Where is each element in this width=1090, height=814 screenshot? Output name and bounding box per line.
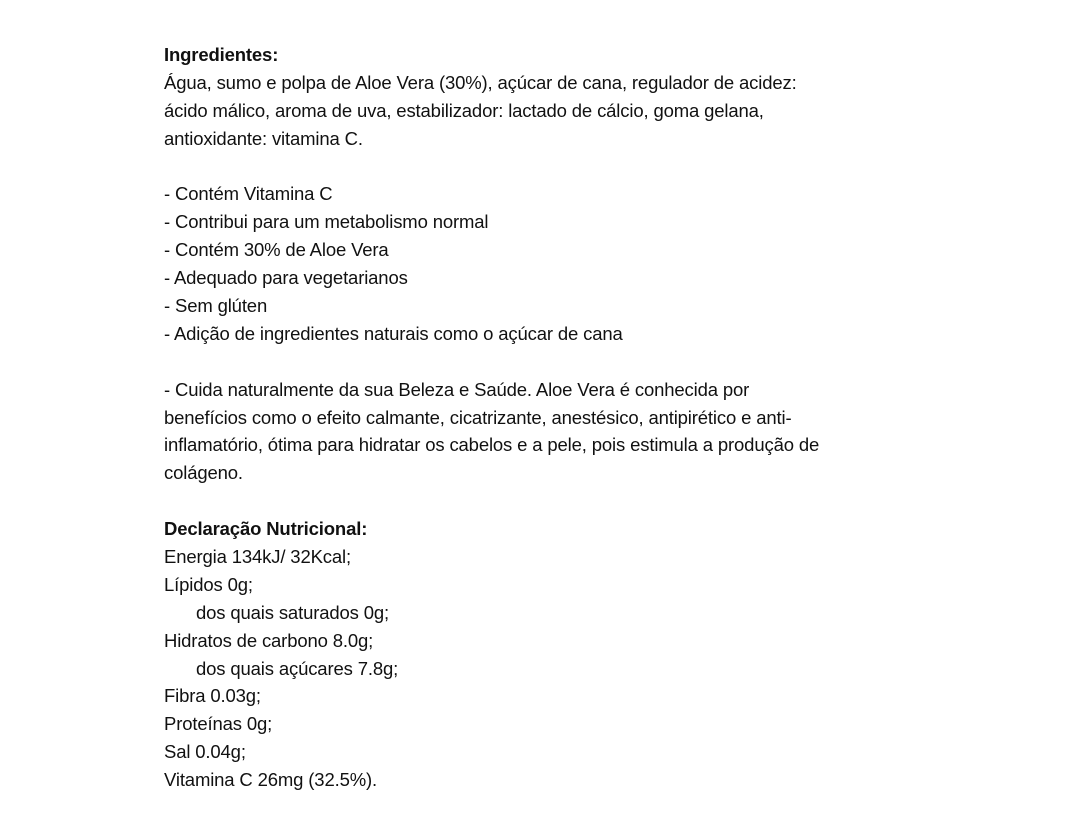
ingredients-section [164,41,964,153]
claim-item: - Sem glúten [164,295,268,317]
ingredients-heading: Ingredientes: [164,44,279,65]
claim-item: - Contém Vitamina C [164,183,333,205]
spacer [164,487,964,515]
claim-item: - Contribui para um metabolismo normal [164,211,489,233]
nutrition-row: Vitamina C 26mg (32.5%). [164,769,378,791]
nutrition-row: Lípidos 0g; [164,573,253,595]
description-line: benefícios como o efeito calmante, cicatrizante, anestésico, antipirético e anti- [164,406,792,428]
nutrition-row: Sal 0.04g; [164,741,246,763]
description-line: colágeno. [164,462,243,484]
ingredients-line: antioxidante: vitamina C. [164,127,363,149]
claims-section [164,180,964,347]
description-line: inflamatório, ótima para hidratar os cabelos e a pele, pois estimula a produção de [164,434,820,456]
nutrition-row: Proteínas 0g; [164,713,273,735]
claim-item: - Adição de ingredientes naturais como o açúcar de cana [164,322,623,344]
nutrition-section [164,515,964,794]
claim-item: - Contém 30% de Aloe Vera [164,239,389,261]
nutrition-subrow: dos quais açúcares 7.8g; [196,657,399,679]
nutrition-row: Energia 134kJ/ 32Kcal; [164,546,351,568]
description-line: - Cuida naturalmente da sua Beleza e Saúde. Aloe Vera é conhecida por [164,378,750,400]
description-section [164,376,964,488]
nutrition-row: Fibra 0.03g; [164,685,261,707]
nutrition-heading: Declaração Nutricional: [164,518,368,540]
product-document [164,41,964,794]
claim-item: - Adequado para vegetarianos [164,267,408,289]
nutrition-subrow: dos quais saturados 0g; [196,601,389,623]
ingredients-line: Água, sumo e polpa de Aloe Vera (30%), açúcar de cana, regulador de acidez: [164,71,797,93]
nutrition-row: Hidratos de carbono 8.0g; [164,629,374,651]
ingredients-line: ácido málico, aroma de uva, estabilizador: lactado de cálcio, goma gelana, [164,99,764,121]
spacer [164,153,964,181]
spacer [164,348,964,376]
